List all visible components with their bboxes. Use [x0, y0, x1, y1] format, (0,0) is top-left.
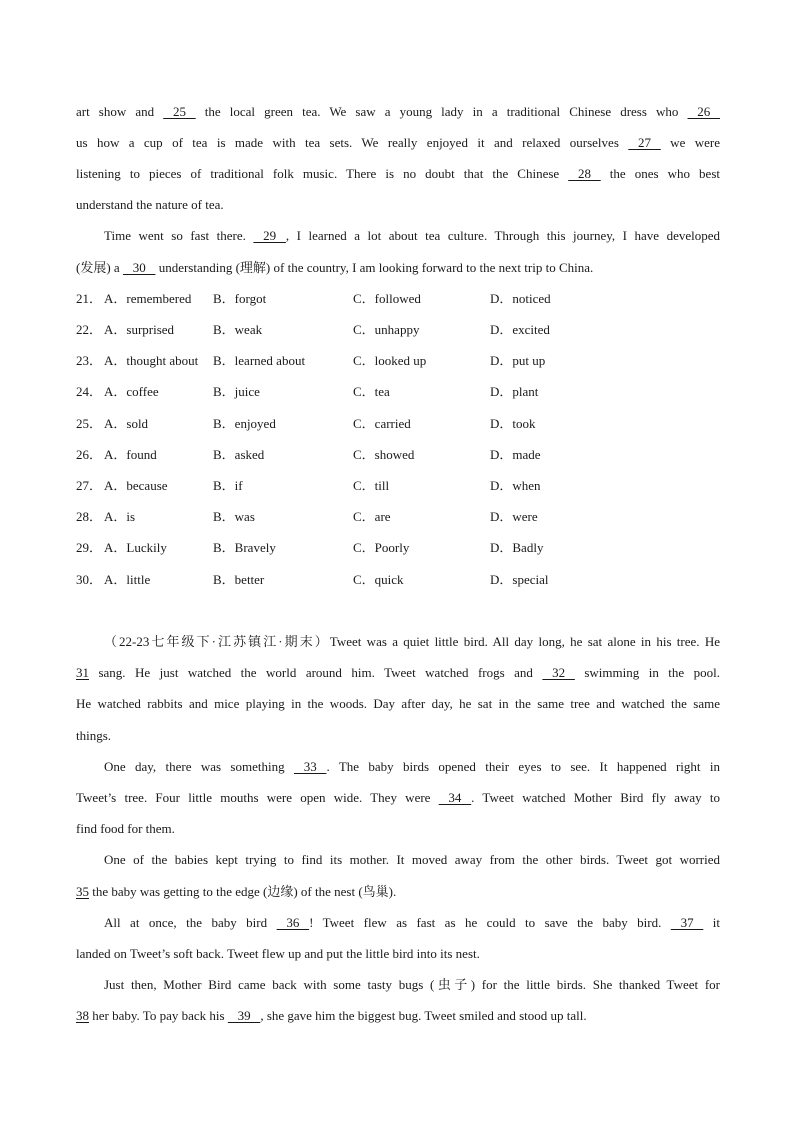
text-segment: One of the babies kept trying to find its mother. It moved away from the other birds. Tweet got worried — [104, 852, 720, 867]
text-segment: art show and — [76, 104, 164, 119]
option-a: A．thought about — [104, 353, 199, 368]
passage1-line-3 — [76, 164, 720, 184]
option-a: A．sold — [104, 416, 149, 431]
question-number: 25． — [76, 416, 103, 431]
option-c: C．looked up — [353, 353, 427, 368]
passage1-line-1 — [76, 102, 720, 122]
question-29-options — [76, 538, 726, 558]
option-d: D．made — [490, 447, 541, 462]
option-c: C．carried — [353, 416, 411, 431]
option-b: B．asked — [213, 447, 265, 462]
blank-30: 30 — [122, 260, 156, 275]
text-segment: find food for them. — [76, 821, 175, 836]
text-segment: her baby. To pay back his — [89, 1008, 228, 1023]
question-number: 28． — [76, 509, 103, 524]
question-number: 21． — [76, 291, 103, 306]
option-d: D．Badly — [490, 540, 544, 555]
question-28-options — [76, 507, 726, 527]
blank-27: 27 — [628, 135, 661, 150]
passage2-line-9 — [76, 882, 720, 902]
text-segment: we were — [660, 135, 720, 150]
option-a: A．is — [104, 509, 136, 524]
question-24-options — [76, 382, 726, 402]
option-b: B．forgot — [213, 291, 267, 306]
option-d: D．took — [490, 416, 536, 431]
text-segment: , I learned a lot about tea culture. Through this journey, I have developed — [285, 228, 720, 243]
blank-33: 33 — [293, 759, 327, 774]
text-segment: Time went so fast there. — [104, 228, 254, 243]
question-26-options — [76, 445, 726, 465]
passage1-line-4 — [76, 195, 720, 215]
text-segment: it — [703, 915, 720, 930]
option-a: A．surprised — [104, 322, 175, 337]
blank-32: 32 — [542, 665, 575, 680]
passage2-line-2 — [76, 663, 720, 683]
blank-28: 28 — [568, 166, 601, 181]
question-number: 30． — [76, 572, 103, 587]
passage1-line-6 — [76, 258, 720, 278]
blank-37: 37 — [670, 915, 704, 930]
option-b: B．weak — [213, 322, 263, 337]
passage2-line-10 — [104, 913, 720, 933]
blank-26: 26 — [687, 104, 720, 119]
passage2-line-7 — [76, 819, 720, 839]
option-b: B．learned about — [213, 353, 306, 368]
question-25-options — [76, 414, 726, 434]
option-d: D．plant — [490, 384, 539, 399]
passage2-line-13 — [76, 1006, 720, 1026]
option-c: C．quick — [353, 572, 404, 587]
passage2-line-5 — [104, 757, 720, 777]
question-22-options — [76, 320, 726, 340]
blank-36: 36 — [276, 915, 310, 930]
text-segment: He watched rabbits and mice playing in the woods. Day after day, he sat in the same tree and watched the same — [76, 696, 720, 711]
passage2-line-6 — [76, 788, 720, 808]
text-segment: , she gave him the biggest bug. Tweet smiled and stood up tall. — [260, 1008, 587, 1023]
option-b: B．Bravely — [213, 540, 276, 555]
passage2-line-3 — [76, 694, 720, 714]
text-segment: (发展) a — [76, 260, 123, 275]
option-c: C．tea — [353, 384, 390, 399]
passage1-line-2 — [76, 133, 720, 153]
text-segment: understand the nature of tea. — [76, 197, 224, 212]
option-d: D．were — [490, 509, 538, 524]
blank-38: 38 — [76, 1008, 89, 1023]
option-d: D．excited — [490, 322, 550, 337]
text-segment: Tweet’s tree. Four little mouths were open wide. They were — [76, 790, 439, 805]
option-a: A．remembered — [104, 291, 192, 306]
passage2-line-4 — [76, 726, 720, 746]
passage-source-and-text: （22-23七年级下·江苏镇江·期末）Tweet was a quiet little bird. All day long, he sat alone in his tree. He — [104, 634, 720, 649]
question-number: 23． — [76, 353, 103, 368]
option-d: D．when — [490, 478, 541, 493]
passage2-line-1 — [104, 632, 720, 652]
option-b: B．if — [213, 478, 243, 493]
option-c: C．showed — [353, 447, 415, 462]
blank-29: 29 — [253, 228, 286, 243]
question-number: 22． — [76, 322, 103, 337]
option-c: C．followed — [353, 291, 421, 306]
option-d: D．noticed — [490, 291, 551, 306]
text-segment: landed on Tweet’s soft back. Tweet flew up and put the little bird into its nest. — [76, 946, 480, 961]
text-segment: Just then, Mother Bird came back with some tasty bugs (虫子) for the little birds. She thanked Tweet for — [104, 977, 720, 992]
passage2-line-11 — [76, 944, 720, 964]
text-segment: understanding (理解) of the country, I am looking forward to the next trip to China. — [155, 260, 594, 275]
option-b: B．better — [213, 572, 265, 587]
option-c: C．are — [353, 509, 391, 524]
question-23-options — [76, 351, 726, 371]
option-c: C．unhappy — [353, 322, 420, 337]
passage1-line-5 — [104, 226, 720, 246]
blank-35: 35 — [76, 884, 89, 899]
text-segment: the local green tea. We saw a young lady in a traditional Chinese dress who — [195, 104, 688, 119]
option-b: B．was — [213, 509, 255, 524]
text-segment: listening to pieces of traditional folk music. There is no doubt that the Chinese — [76, 166, 569, 181]
option-d: D．special — [490, 572, 549, 587]
question-number: 24． — [76, 384, 103, 399]
text-segment: One day, there was something — [104, 759, 294, 774]
option-d: D．put up — [490, 353, 546, 368]
text-segment: All at once, the baby bird — [104, 915, 277, 930]
text-segment: things. — [76, 728, 112, 743]
blank-34: 34 — [438, 790, 472, 805]
blank-25: 25 — [163, 104, 196, 119]
question-30-options — [76, 570, 726, 590]
passage2-line-12 — [104, 975, 720, 995]
blank-39: 39 — [227, 1008, 261, 1023]
question-number: 26． — [76, 447, 103, 462]
option-b: B．enjoyed — [213, 416, 276, 431]
option-a: A．little — [104, 572, 151, 587]
option-c: C．till — [353, 478, 390, 493]
text-segment: the ones who best — [600, 166, 720, 181]
option-a: A．coffee — [104, 384, 159, 399]
text-segment: us how a cup of tea is made with tea sets. We really enjoyed it and relaxed ourselves — [76, 135, 629, 150]
text-segment: swimming in the pool. — [574, 665, 721, 680]
option-a: A．found — [104, 447, 157, 462]
option-a: A．because — [104, 478, 168, 493]
question-number: 29． — [76, 540, 103, 555]
text-segment: the baby was getting to the edge (边缘) of the nest (鸟巢). — [89, 884, 397, 899]
question-21-options — [76, 289, 726, 309]
text-segment: . The baby birds opened their eyes to see. It happened right in — [326, 759, 720, 774]
option-b: B．juice — [213, 384, 260, 399]
option-a: A．Luckily — [104, 540, 167, 555]
blank-31: 31 — [76, 665, 89, 680]
option-c: C．Poorly — [353, 540, 410, 555]
passage2-line-8 — [104, 850, 720, 870]
question-27-options — [76, 476, 726, 496]
text-segment: . Tweet watched Mother Bird fly away to — [471, 790, 720, 805]
text-segment: ! Tweet flew as fast as he could to save the baby bird. — [309, 915, 671, 930]
question-number: 27． — [76, 478, 103, 493]
text-segment: sang. He just watched the world around him. Tweet watched frogs and — [89, 665, 543, 680]
